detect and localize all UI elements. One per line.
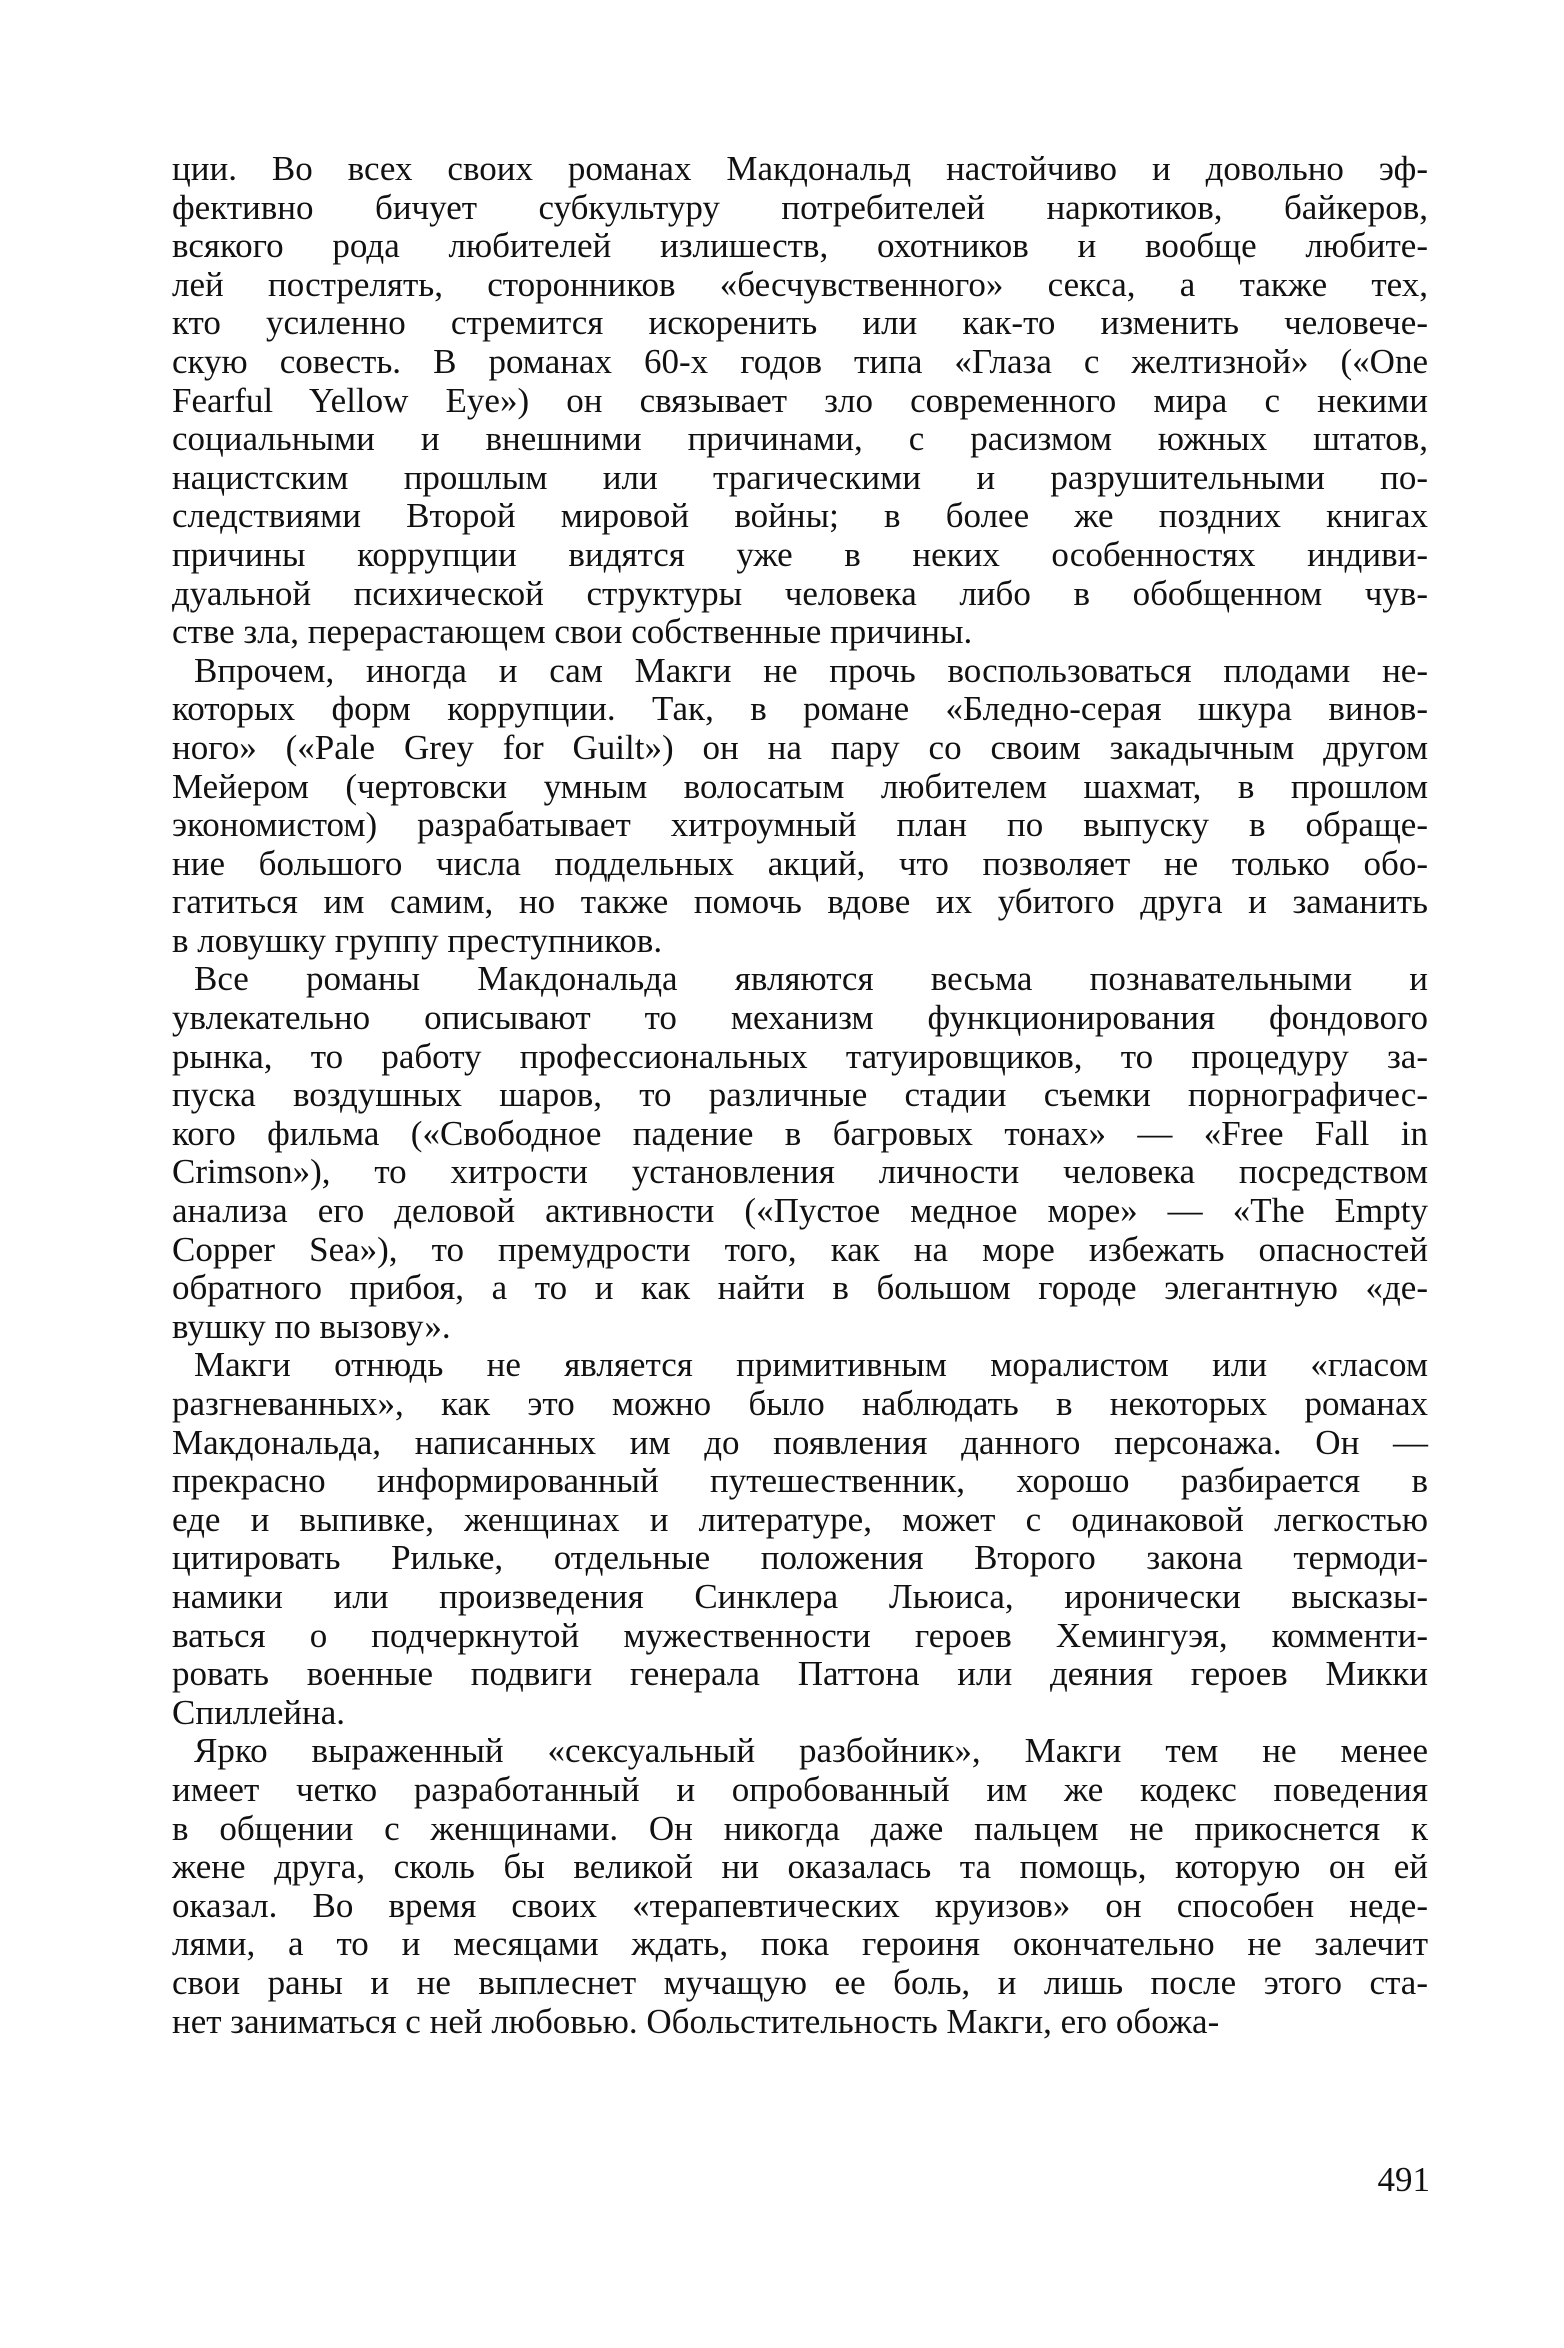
text-line: разгневанных», как это можно было наблюдать в некоторых романах bbox=[172, 1384, 1428, 1423]
text-line: Все романы Макдональда являются весьма познавательными и bbox=[194, 959, 1428, 999]
body-text bbox=[172, 150, 1428, 2041]
text-line: жене друга, сколь бы великой ни оказалась та помощь, которую он ей bbox=[172, 1847, 1428, 1887]
text-line: лей пострелять, сторонников «бесчувственного» секса, а также тех, bbox=[172, 264, 1428, 304]
text-line: которых форм коррупции. Так, в романе «Бледно-серая шкура винов- bbox=[172, 689, 1428, 729]
paragraph bbox=[172, 150, 1428, 652]
text-line: свои раны и не выплеснет мучащую ее боль, и лишь после этого ста- bbox=[172, 1962, 1428, 2002]
text-line: Crimson»), то хитрости установления личности человека посредством bbox=[172, 1152, 1428, 1192]
text-line: гатиться им самим, но также помочь вдове их убитого друга и заманить bbox=[172, 882, 1428, 922]
text-line: Fearful Yellow Eye») он связывает зло современного мира с некими bbox=[172, 380, 1428, 420]
text-line: экономистом) разрабатывает хитроумный план по выпуску в обраще- bbox=[172, 805, 1428, 845]
paragraph bbox=[172, 1346, 1428, 1732]
text-line: пуска воздушных шаров, то различные стадии съемки порнографичес- bbox=[172, 1075, 1428, 1115]
text-line: нацистским прошлым или трагическими и разрушительными по- bbox=[172, 457, 1428, 497]
text-line: оказал. Во время своих «терапевтических круизов» он способен неде- bbox=[172, 1885, 1428, 1925]
text-line: в ловушку группу преступников. bbox=[172, 920, 663, 960]
text-line: намики или произведения Синклера Льюиса, иронически высказы- bbox=[172, 1576, 1428, 1616]
text-line: еде и выпивке, женщинах и литературе, может с одинаковой легкостью bbox=[172, 1499, 1428, 1539]
text-line: Ярко выраженный «сексуальный разбойник», Макги тем не менее bbox=[194, 1731, 1428, 1771]
text-line: увлекательно описывают то механизм функционирования фондового bbox=[172, 998, 1428, 1038]
paragraph bbox=[172, 1732, 1428, 2041]
text-line: дуальной психической структуры человека либо в обобщенном чув- bbox=[172, 573, 1428, 613]
text-line: прекрасно информированный путешественник, хорошо разбирается в bbox=[172, 1461, 1428, 1501]
text-line: всякого рода любителей излишеств, охотников и вообще любите- bbox=[172, 226, 1428, 266]
text-line: ного» («Pale Grey for Guilt») он на пару со своим закадычным другом bbox=[172, 727, 1428, 767]
text-line: имеет четко разработанный и опробованный им же кодекс поведения bbox=[172, 1769, 1428, 1809]
text-line: причины коррупции видятся уже в неких особенностях индиви- bbox=[172, 534, 1428, 574]
text-line: Впрочем, иногда и сам Макги не прочь воспользоваться плодами не- bbox=[194, 650, 1428, 690]
text-line: ваться о подчеркнутой мужественности героев Хемингуэя, комменти- bbox=[172, 1615, 1428, 1655]
paragraph bbox=[172, 652, 1428, 961]
text-line: скую совесть. В романах 60-х годов типа «Глаза с желтизной» («One bbox=[172, 341, 1428, 381]
text-line: анализа его деловой активности («Пустое медное море» — «The Empty bbox=[172, 1191, 1428, 1231]
paragraph bbox=[172, 960, 1428, 1346]
text-line: Мейером (чертовски умным волосатым любителем шахмат, в прошлом bbox=[172, 766, 1428, 806]
page-number: 491 bbox=[1377, 2160, 1430, 2199]
text-line: Спиллейна. bbox=[172, 1692, 346, 1732]
text-line: рынка, то работу профессиональных татуировщиков, то процедуру за- bbox=[172, 1036, 1428, 1076]
text-line: ровать военные подвиги генерала Паттона или деяния героев Микки bbox=[172, 1654, 1428, 1694]
text-line: лями, а то и месяцами ждать, пока героиня окончательно не залечит bbox=[172, 1924, 1428, 1964]
text-line: социальными и внешними причинами, с расизмом южных штатов, bbox=[172, 419, 1428, 459]
text-line: обратного прибоя, а то и как найти в большом городе элегантную «де- bbox=[172, 1268, 1428, 1308]
text-line: в общении с женщинами. Он никогда даже пальцем не прикоснется к bbox=[172, 1808, 1428, 1848]
text-line: ции. Во всех своих романах Макдональд настойчиво и довольно эф- bbox=[172, 149, 1428, 188]
text-line: Copper Sea»), то премудрости того, как на море избежать опасностей bbox=[172, 1229, 1428, 1269]
text-line: стве зла, перерастающем свои собственные причины. bbox=[172, 612, 973, 652]
text-line: ние большого числа поддельных акций, что позволяет не только обо- bbox=[172, 843, 1428, 883]
text-line: фективно бичует субкультуру потребителей наркотиков, байкеров, bbox=[172, 187, 1428, 227]
text-line: следствиями Второй мировой войны; в более же поздних книгах bbox=[172, 496, 1428, 536]
text-line: вушку по вызову». bbox=[172, 1306, 451, 1346]
text-line: Макги отнюдь не является примитивным моралистом или «гласом bbox=[194, 1345, 1428, 1385]
text-line: Макдональда, написанных им до появления данного персонажа. Он — bbox=[172, 1422, 1428, 1462]
text-line: нет заниматься с ней любовью. Обольстительность Макги, его обожа- bbox=[172, 2001, 1220, 2041]
text-line: цитировать Рильке, отдельные положения Второго закона термоди- bbox=[172, 1538, 1428, 1578]
text-line: кто усиленно стремится искоренить или как-то изменить человече- bbox=[172, 303, 1428, 343]
text-line: кого фильма («Свободное падение в багровых тонах» — «Free Fall in bbox=[172, 1113, 1428, 1153]
